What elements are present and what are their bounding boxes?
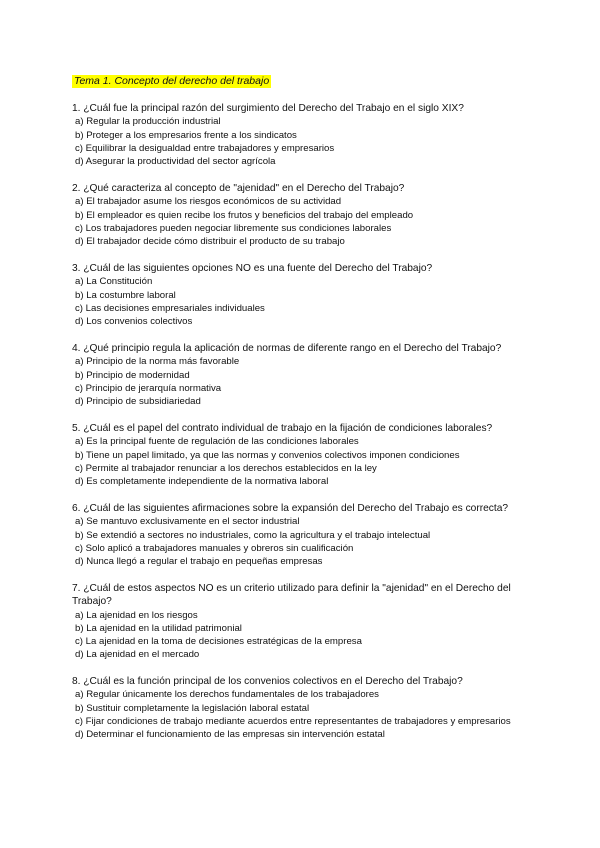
question-list bbox=[72, 102, 542, 742]
document-body bbox=[72, 71, 542, 755]
answer-option: c) Equilibrar la desigualdad entre trabajadores y empresarios bbox=[75, 142, 335, 154]
answer-option: d) Determinar el funcionamiento de las empresas sin intervención estatal bbox=[75, 729, 385, 741]
option-list bbox=[72, 515, 542, 568]
answer-option: b) La costumbre laboral bbox=[75, 289, 176, 301]
answer-option: d) El trabajador decide cómo distribuir el producto de su trabajo bbox=[75, 236, 345, 248]
question-text: 2. ¿Qué caracteriza al concepto de "ajenidad" en el Derecho del Trabajo? bbox=[72, 182, 405, 194]
question-text: 7. ¿Cuál de estos aspectos NO es un criterio utilizado para definir la "ajenidad" en el Derecho del Trabajo? bbox=[72, 582, 511, 608]
answer-option: b) El empleador es quien recibe los frutos y beneficios del trabajo del empleado bbox=[75, 209, 414, 221]
answer-option: d) Principio de subsidiariedad bbox=[75, 396, 201, 408]
option-list bbox=[72, 275, 542, 328]
answer-option: a) El trabajador asume los riesgos económicos de su actividad bbox=[75, 196, 342, 208]
answer-option: b) Principio de modernidad bbox=[75, 369, 190, 381]
answer-option: c) Principio de jerarquía normativa bbox=[75, 382, 222, 394]
answer-option: a) Principio de la norma más favorable bbox=[75, 356, 240, 368]
question-block bbox=[72, 502, 542, 568]
question-block bbox=[72, 582, 542, 662]
answer-option: c) Fijar condiciones de trabajo mediante acuerdos entre representantes de trabajadores y empresarios bbox=[75, 716, 511, 728]
answer-option: a) Es la principal fuente de regulación de las condiciones laborales bbox=[75, 436, 359, 448]
question-text: 6. ¿Cuál de las siguientes afirmaciones sobre la expansión del Derecho del Trabajo es correcta? bbox=[72, 502, 509, 514]
answer-option: a) Se mantuvo exclusivamente en el sector industrial bbox=[75, 516, 300, 528]
answer-option: b) Sustituir completamente la legislación laboral estatal bbox=[75, 702, 310, 714]
question-block bbox=[72, 182, 542, 248]
answer-option: b) Proteger a los empresarios frente a los sindicatos bbox=[75, 129, 297, 141]
question-text: 4. ¿Qué principio regula la aplicación de normas de diferente rango en el Derecho del Trabajo? bbox=[72, 342, 502, 354]
answer-option: d) La ajenidad en el mercado bbox=[75, 649, 200, 661]
question-text: 1. ¿Cuál fue la principal razón del surgimiento del Derecho del Trabajo en el siglo XIX? bbox=[72, 103, 464, 114]
option-list bbox=[72, 435, 542, 488]
answer-option: a) La ajenidad en los riesgos bbox=[75, 609, 198, 621]
option-list bbox=[72, 115, 542, 168]
option-list bbox=[72, 195, 542, 248]
question-text: 5. ¿Cuál es el papel del contrato individual de trabajo en la fijación de condiciones laborales? bbox=[72, 422, 493, 434]
question-block bbox=[72, 675, 542, 741]
answer-option: c) La ajenidad en la toma de decisiones estratégicas de la empresa bbox=[75, 636, 362, 648]
question-block bbox=[72, 342, 542, 408]
option-list bbox=[72, 688, 542, 741]
answer-option: d) Es completamente independiente de la normativa laboral bbox=[75, 476, 329, 488]
question-block bbox=[72, 102, 542, 168]
answer-option: a) Regular la producción industrial bbox=[75, 116, 221, 128]
question-block bbox=[72, 262, 542, 328]
answer-option: b) Se extendió a sectores no industriales, como la agricultura y el trabajo intelectual bbox=[75, 529, 431, 541]
answer-option: b) La ajenidad en la utilidad patrimonial bbox=[75, 622, 242, 634]
question-text: 3. ¿Cuál de las siguientes opciones NO es una fuente del Derecho del Trabajo? bbox=[72, 262, 433, 274]
answer-option: d) Asegurar la productividad del sector agrícola bbox=[75, 156, 276, 168]
answer-option: d) Nunca llegó a regular el trabajo en pequeñas empresas bbox=[75, 556, 323, 568]
question-block bbox=[72, 422, 542, 488]
option-list bbox=[72, 355, 542, 408]
answer-option: c) Los trabajadores pueden negociar libremente sus condiciones laborales bbox=[75, 222, 392, 234]
option-list bbox=[72, 609, 542, 662]
answer-option: a) Regular únicamente los derechos fundamentales de los trabajadores bbox=[75, 689, 379, 701]
answer-option: b) Tiene un papel limitado, ya que las normas y convenios colectivos imponen condiciones bbox=[75, 449, 460, 461]
topic-heading: Tema 1. Concepto del derecho del trabajo bbox=[74, 75, 270, 87]
answer-option: a) La Constitución bbox=[75, 276, 153, 288]
answer-option: c) Las decisiones empresariales individuales bbox=[75, 302, 265, 314]
answer-option: c) Permite al trabajador renunciar a los derechos establecidos en la ley bbox=[75, 462, 377, 474]
answer-option: c) Solo aplicó a trabajadores manuales y obreros sin cualificación bbox=[75, 542, 354, 554]
question-text: 8. ¿Cuál es la función principal de los convenios colectivos en el Derecho del Trabajo? bbox=[72, 676, 463, 688]
answer-option: d) Los convenios colectivos bbox=[75, 316, 193, 328]
